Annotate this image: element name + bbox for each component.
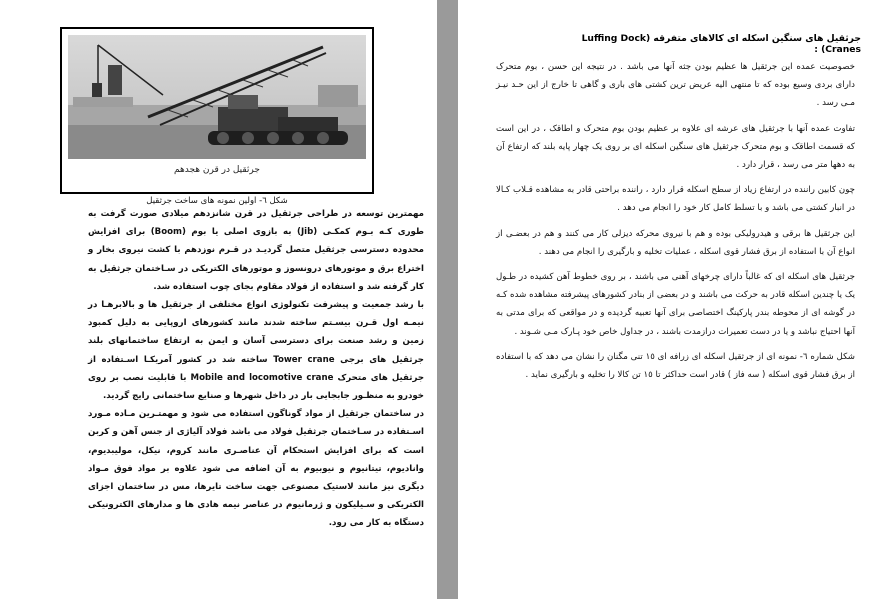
- paragraph: تفاوت عمده آنها با جرثقیل های عرشه ای علاوه بر عظیم بودن بوم متحرک و اطاقک ، در این است که قسمت اطاقک و بوم متحرک جرثقیل های سنگین اسکله ای بر روی یک چهار پایه بلند که ارتفاع آن به دهها متر می رسد ، قرار دارد .: [496, 123, 855, 171]
- paragraph: با رشد جمعیت و پیشرفت تکنولوژی انواع مختلفی از جرثقیل ها و بالابرهـا در نیمـه اول قـرن بیسـتم ساخته شدند مانند کشورهای اروپایی به دلیل کمبود زمین و رشد صنعت برای دسترسی آسان و ایمن به ارتفاع ساختمانهای بلند جرثقیل های برجی Tower crane ساخته شد در کشور آمریکـا اسـتفاده از جرثقیل های متحرک Mobile and locomotive crane با قابلیت نصب بر روی خودرو به منظـور جابجایی بار در داخل شهرها و صنایع ساختمانی رایج گردید.: [88, 300, 425, 402]
- right-body-text: [496, 58, 855, 391]
- crane-photo: [68, 35, 366, 159]
- section-title: جرثقیل های سنگین اسکله ای کالاهای متفرقه (Luffing Dock Cranes) :: [581, 33, 861, 55]
- paragraph: خصوصیت عمده این جرثقیل ها عظیم بودن جثه آنها می باشد . در نتیجه این حسن ، بوم متحرک دارای بردی وسیع بوده که تا منتهی الیه عریض ترین کشتی های باری و گاهی تا خارج از این حـد نیـز مـی رسد .: [496, 62, 855, 109]
- paragraph: چون کابین راننده در ارتفاع زیاد از سطح اسکله قرار دارد ، راننده براحتی قادر به مشاهده قـلاب کـالا در انبار کشتی می باشد و با تسلط کامل کار خود را انجام می دهد .: [496, 185, 855, 214]
- figure-inner-caption: جرثقیل در قرن هجدهم: [174, 165, 260, 175]
- paragraph: این جرثقیل ها برقی و هیدرولیکی بوده و هم با نیروی محرکه دیزلی کار می کنند و هم در بعضـی از انواع آن با استفاده از برق فشار قوی اسکله ، عملیات تخلیه و بارگیری را انجام می دهند .: [496, 228, 855, 257]
- paragraph: جرثقیل های اسکله ای که غالباً دارای چرخهای آهنی می باشند ، بر روی خطوط آهن کشیده در طـول یک یا چندین اسکله قادر به حرکت می باشند و در بعضی از بنادر کشورهای پیشرفته مشاهده شده کـه در گوشه ای از محوطه بندر پارکینگ اختصاصی برای آنها تعبیه گردیده و در مواقعی که برای مدتی به آنها احتیاج نباشد و یا در دست تعمیرات درازمدت باشند ، در جداول خاص خود پـارک مـی شـوند .: [496, 272, 855, 337]
- paragraph: در ساختمان جرثقیل از مواد گوناگون استفاده می شود و مهمتـرین مـاده مـورد اسـتفاده در سـاختمان جرثقیل فولاد می باشد فولاد آلیاژی از جنس آهن و کربن است که برای افزایش استحکام آن عناصـری مانند کروم، نیکل، مولیبدیوم، وانادیوم، تیتانیوم و نیوبیوم به آن اضافه می شود علاوه بر مواد فوق مـواد دیگری نیز مانند لاستیک مصنوعی جهت ساخت تایرها، مس در ساختمان اجزای الکتریکی و سـیلیکون و ژرمانیوم در عناصر نیمه هادی ها و مدارهای الکترونیکی دستگاه به کار می رود.: [88, 409, 424, 529]
- left-page: [0, 0, 437, 599]
- page-gutter: [437, 0, 458, 599]
- left-body-text: [88, 205, 424, 533]
- right-page: [458, 0, 887, 599]
- figure-frame: [60, 27, 374, 194]
- paragraph: شکل شماره ٦- نمونه ای از جرثقیل اسکله ای زرافه ای ١٥ تنی مگنان را نشان می دهد که با استفاده از برق فشار قوی اسکله ( سه فاز ) قادر است حداکثر تا ١٥ تن کالا را تخلیه و بارگیری نماید .: [496, 351, 856, 381]
- figure-caption: شکل ٦- اولین نمونه های ساخت جرثقیل: [146, 196, 288, 206]
- paragraph: مهمترین توسعه در طراحی جرثقیل در قرن شانزدهم میلادی صورت گرفت به طوری کـه بـوم کمکـی (Jib) به بازوی اصلی یا بوم (Boom) برای افزایش محدوده دسترسی جرثقیل متصل گردیـد در قـرم نوزدهم با کشت نیروی بخار و اختراع برق و موتورهای درونسوز و موتورهای الکتریکی در سـاختمان جرثقیل به کار گرفته شد و استفاده از فولاد مقاوم بجای چوب استفاده شد.: [88, 209, 425, 292]
